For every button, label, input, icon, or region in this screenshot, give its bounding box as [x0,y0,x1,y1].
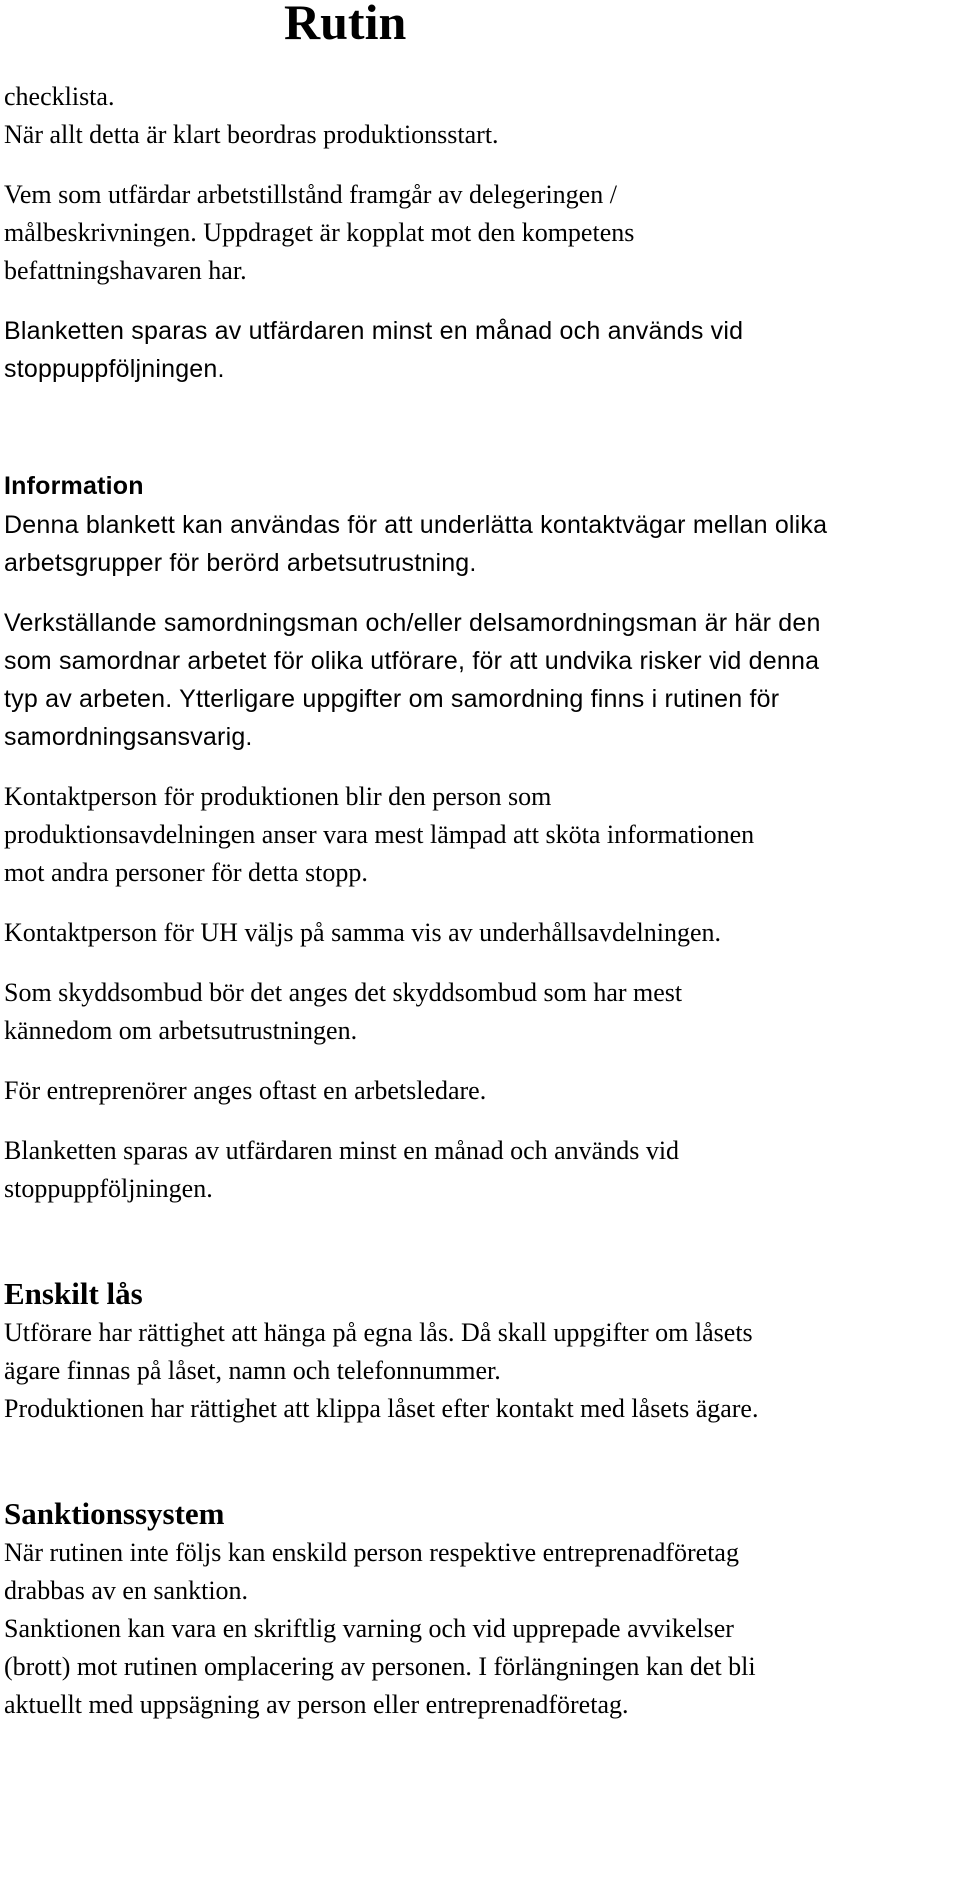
information-paragraph-1 [4,506,956,582]
sanction-system-line-3: Sanktionen kan vara en skriftlig varning och vid upprepade avvikelser [4,1614,734,1643]
form-storage-paragraph [4,312,956,388]
private-lock-section [4,1274,956,1428]
information-paragraph-2-line-3: typ av arbeten. Ytterligare uppgifter om samordning finns i rutinen för [4,685,780,713]
delegation-line-1: Vem som utfärdar arbetstillstånd framgår av delegeringen / [4,180,617,209]
information-paragraph-2 [4,604,956,756]
information-paragraph-2-line-2: som samordnar arbetet för olika utförare, för att undvika risker vid denna [4,647,820,675]
information-paragraph-4-line-1: Kontaktperson för UH väljs på samma vis av underhållsavdelningen. [4,918,721,947]
information-paragraph-6 [4,1072,956,1110]
sanction-system-line-2: drabbas av en sanktion. [4,1576,249,1605]
sanction-system-paragraph [4,1534,956,1724]
delegation-line-3: befattningshavaren har. [4,256,247,285]
intro-line-2: När allt detta är klart beordras produktionsstart. [4,120,499,149]
information-paragraph-7-line-2: stoppuppföljningen. [4,1174,213,1203]
delegation-paragraph [4,176,956,290]
intro-paragraph [4,78,956,154]
information-section [4,466,956,1208]
document-title: Rutin [284,0,407,50]
intro-line-1: checklista. [4,82,115,111]
delegation-line-2: målbeskrivningen. Uppdraget är kopplat mot den kompetens [4,218,635,247]
information-heading: Information [4,472,144,500]
information-paragraph-4 [4,914,956,952]
information-paragraph-7 [4,1132,956,1208]
information-paragraph-1-line-1: Denna blankett kan användas för att underlätta kontaktvägar mellan olika [4,511,828,539]
sanction-system-line-1: När rutinen inte följs kan enskild person respektive entreprenadföretag [4,1538,739,1567]
information-paragraph-5-line-2: kännedom om arbetsutrustningen. [4,1016,358,1045]
sanction-system-section [4,1494,956,1724]
information-paragraph-2-line-4: samordningsansvarig. [4,723,253,751]
private-lock-line-3: Produktionen har rättighet att klippa låset efter kontakt med låsets ägare. [4,1394,759,1423]
information-paragraph-3-line-2: produktionsavdelningen anser vara mest lämpad att sköta informationen [4,820,755,849]
sanction-system-line-5: aktuellt med uppsägning av person eller entreprenadföretag. [4,1690,629,1719]
document-body [4,78,956,1724]
private-lock-paragraph [4,1314,956,1428]
sanction-system-heading: Sanktionssystem [4,1496,225,1531]
form-storage-line-1: Blanketten sparas av utfärdaren minst en månad och används vid [4,317,744,345]
information-paragraph-3 [4,778,956,892]
private-lock-heading: Enskilt lås [4,1276,143,1311]
information-paragraph-2-line-1: Verkställande samordningsman och/eller delsamordningsman är här den [4,609,821,637]
information-paragraph-6-line-1: För entreprenörer anges oftast en arbetsledare. [4,1076,487,1105]
information-paragraph-3-line-3: mot andra personer för detta stopp. [4,858,368,887]
form-storage-line-2: stoppuppföljningen. [4,355,225,383]
information-paragraph-5 [4,974,956,1050]
sanction-system-line-4: (brott) mot rutinen omplacering av personen. I förlängningen kan det bli [4,1652,756,1681]
information-paragraph-7-line-1: Blanketten sparas av utfärdaren minst en månad och används vid [4,1136,680,1165]
information-paragraph-3-line-1: Kontaktperson för produktionen blir den person som [4,782,552,811]
private-lock-line-2: ägare finnas på låset, namn och telefonnummer. [4,1356,501,1385]
information-paragraph-1-line-2: arbetsgrupper för berörd arbetsutrustning. [4,549,477,577]
information-paragraph-5-line-1: Som skyddsombud bör det anges det skyddsombud som har mest [4,978,683,1007]
private-lock-line-1: Utförare har rättighet att hänga på egna lås. Då skall uppgifter om låsets [4,1318,753,1347]
